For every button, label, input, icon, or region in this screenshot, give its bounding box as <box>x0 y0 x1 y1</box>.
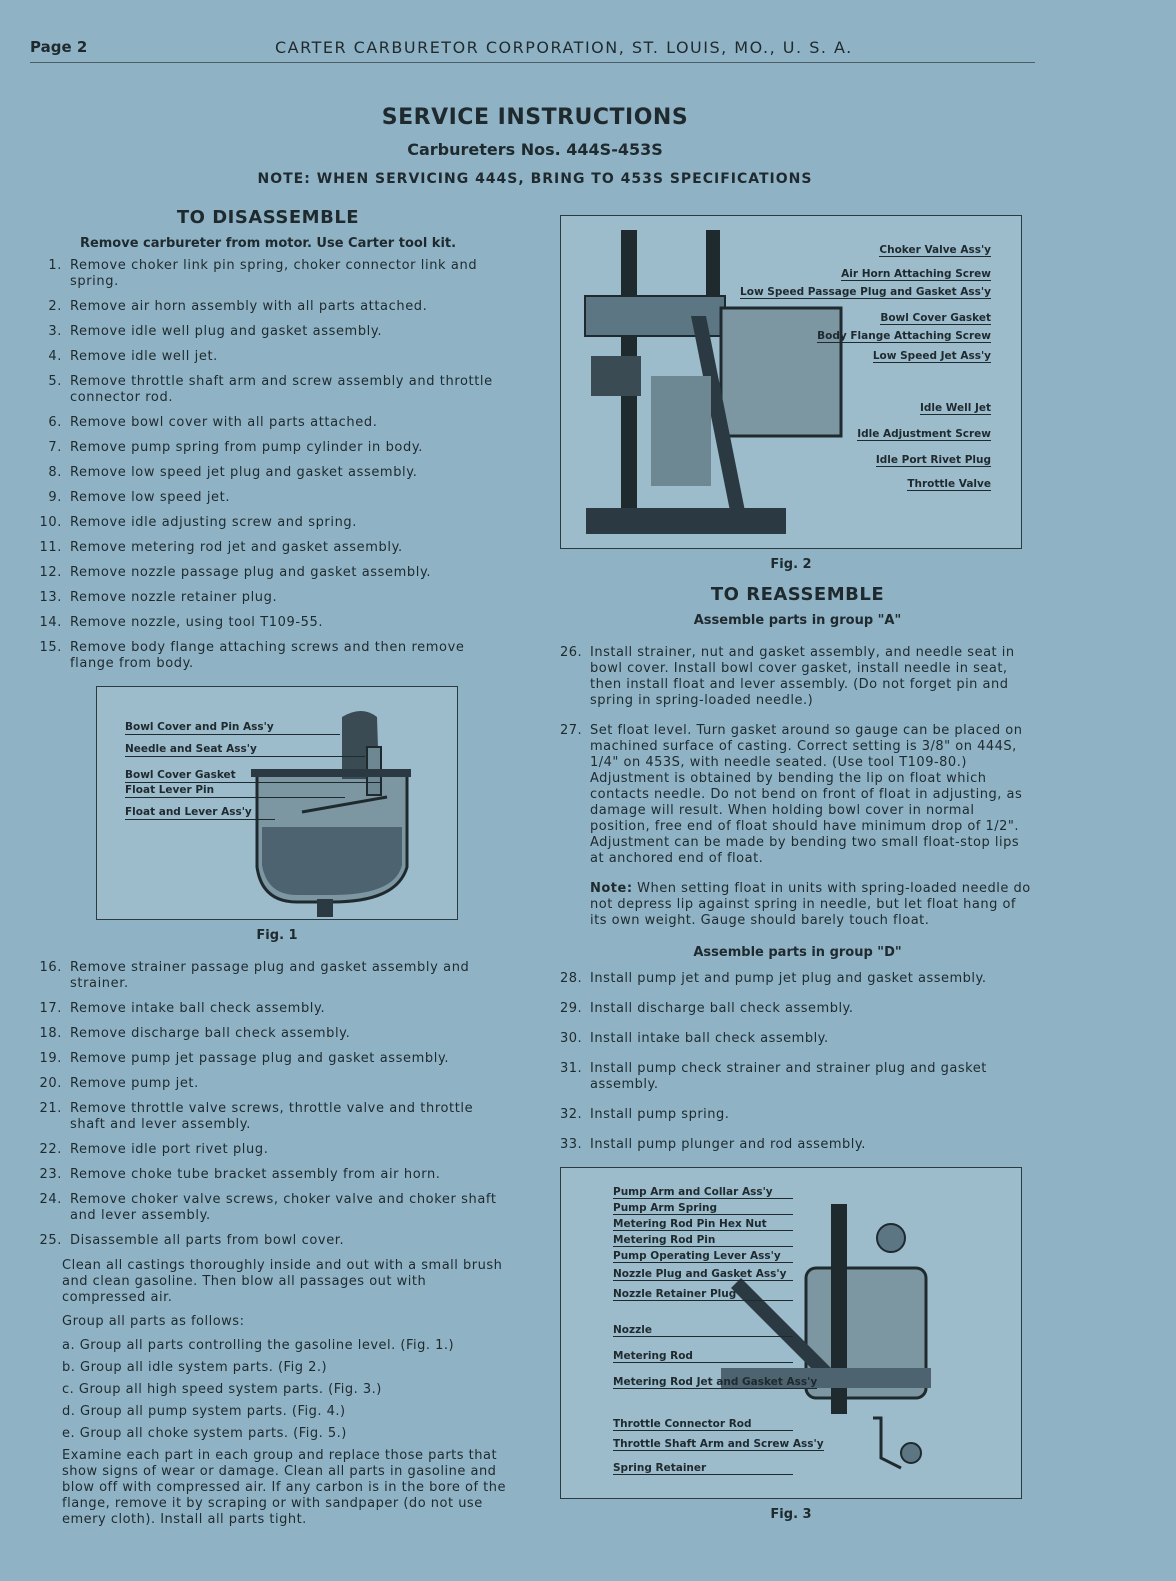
fig2-label: Idle Well Jet <box>919 402 991 414</box>
reassemble-heading: TO REASSEMBLE <box>710 584 885 605</box>
corporation-name: CARTER CARBURETOR CORPORATION, ST. LOUIS, MO., U. S. A. <box>275 38 853 57</box>
step-text: Remove choker valve screws, choker valve and choker shaft and lever assembly. <box>70 1192 497 1223</box>
step-number: 12. <box>39 565 62 580</box>
figure-2-drawing <box>561 216 1023 548</box>
step-text: Remove pump jet. <box>70 1076 199 1091</box>
step-text: Disassemble all parts from bowl cover. <box>70 1233 345 1248</box>
disassemble-steps-b <box>28 960 508 1249</box>
step-text: Remove body flange attaching screws and then remove flange from body. <box>70 640 465 671</box>
step-number: 2. <box>48 299 62 314</box>
group-item: c. Group all high speed system parts. (Fig. 3.) <box>62 1382 382 1397</box>
instruction-step <box>28 1233 508 1249</box>
instruction-step <box>28 640 508 672</box>
fig3-label: Throttle Connector Rod <box>613 1418 793 1431</box>
step-number: 8. <box>48 465 62 480</box>
step-number: 11. <box>39 540 62 555</box>
figure-3-caption: Fig. 3 <box>770 1507 812 1522</box>
instruction-step <box>28 590 508 606</box>
step-number: 21. <box>39 1101 62 1116</box>
left-column <box>28 207 508 1536</box>
step-text: Install pump check strainer and strainer plug and gasket assembly. <box>590 1061 987 1092</box>
step-number: 23. <box>39 1167 62 1182</box>
fig1-label: Float Lever Pin <box>125 784 345 798</box>
group-item: e. Group all choke system parts. (Fig. 5.) <box>62 1426 347 1441</box>
instruction-step <box>28 490 508 506</box>
fig3-label: Throttle Shaft Arm and Screw Ass'y <box>613 1438 824 1450</box>
instruction-step <box>560 645 1035 709</box>
fig3-label: Metering Rod <box>613 1350 793 1363</box>
step-text: Remove discharge ball check assembly. <box>70 1026 351 1041</box>
instruction-step <box>28 540 508 556</box>
group-intro: Group all parts as follows: <box>62 1314 245 1329</box>
step-number: 33. <box>560 1137 583 1152</box>
fig2-label: Bowl Cover Gasket <box>880 312 991 324</box>
step-text: Remove idle well plug and gasket assembly. <box>70 324 383 339</box>
step-number: 22. <box>39 1142 62 1157</box>
step-number: 4. <box>48 349 62 364</box>
step-number: 9. <box>48 490 62 505</box>
step-number: 19. <box>39 1051 62 1066</box>
group-list <box>28 1338 508 1442</box>
fig2-label: Throttle Valve <box>907 478 991 490</box>
instruction-step <box>28 465 508 481</box>
figure-3-frame <box>560 1167 1022 1499</box>
spec-note: NOTE: WHEN SERVICING 444S, BRING TO 453S SPECIFICATIONS <box>257 171 813 187</box>
step-number: 16. <box>39 960 62 975</box>
instruction-step <box>28 1076 508 1092</box>
instruction-step <box>28 1167 508 1183</box>
instruction-step <box>560 971 1035 987</box>
step-text: Remove strainer passage plug and gasket assembly and strainer. <box>70 960 470 991</box>
note-label: Note: <box>590 881 633 896</box>
group-item: d. Group all pump system parts. (Fig. 4.) <box>62 1404 346 1419</box>
instruction-step <box>28 615 508 631</box>
page-number: Page 2 <box>30 38 88 56</box>
right-column <box>560 215 1035 1523</box>
step-number: 6. <box>48 415 62 430</box>
step-text: Remove pump spring from pump cylinder in body. <box>70 440 423 455</box>
step-number: 28. <box>560 971 583 986</box>
fig2-label: Low Speed Jet Ass'y <box>872 350 991 362</box>
group-item: b. Group all idle system parts. (Fig 2.) <box>62 1360 328 1375</box>
instruction-step <box>28 1051 508 1067</box>
instruction-step <box>560 723 1035 867</box>
step-text: Remove bowl cover with all parts attached. <box>70 415 378 430</box>
reassemble-steps-a <box>560 645 1035 867</box>
step-number: 20. <box>39 1076 62 1091</box>
step-number: 7. <box>48 440 62 455</box>
step-text: Install pump plunger and rod assembly. <box>590 1137 866 1152</box>
instruction-step <box>28 515 508 531</box>
group-d-heading: Assemble parts in group "D" <box>693 945 902 960</box>
step-number: 10. <box>39 515 62 530</box>
step-number: 30. <box>560 1031 583 1046</box>
step-text: Install discharge ball check assembly. <box>590 1001 854 1016</box>
fig1-label: Needle and Seat Ass'y <box>125 743 365 757</box>
instruction-step <box>28 1026 508 1042</box>
instruction-step <box>28 960 508 992</box>
fig3-label: Metering Rod Pin Hex Nut <box>613 1218 793 1231</box>
instruction-step <box>28 299 508 315</box>
fig2-label: Idle Port Rivet Plug <box>875 454 991 466</box>
float-note <box>590 881 1035 929</box>
step-number: 25. <box>39 1233 62 1248</box>
fig1-label: Float and Lever Ass'y <box>125 806 275 820</box>
step-number: 27. <box>560 723 583 738</box>
step-text: Install pump spring. <box>590 1107 730 1122</box>
step-number: 1. <box>48 258 62 273</box>
step-number: 24. <box>39 1192 62 1207</box>
figure-2 <box>560 215 1022 573</box>
title-block <box>0 105 1070 187</box>
step-text: Remove throttle valve screws, throttle valve and throttle shaft and lever assembly. <box>70 1101 474 1132</box>
step-number: 32. <box>560 1107 583 1122</box>
fig2-label: Low Speed Passage Plug and Gasket Ass'y <box>740 286 991 298</box>
fig3-label: Metering Rod Pin <box>613 1234 793 1247</box>
figure-2-caption: Fig. 2 <box>770 557 812 572</box>
fig3-label: Nozzle Plug and Gasket Ass'y <box>613 1268 793 1281</box>
disassemble-intro: Remove carbureter from motor. Use Carter tool kit. <box>79 236 457 251</box>
step-text: Remove low speed jet. <box>70 490 231 505</box>
step-text: Remove choke tube bracket assembly from air horn. <box>70 1167 441 1182</box>
examine-paragraph: Examine each part in each group and replace those parts that show signs of wear or damage. Clean all parts in gasoline and blow off with compressed air. If any carbon is in the bore of the flange, remove it by scraping or with sandpaper (do not use emery cloth). Install all parts tight. <box>62 1448 506 1527</box>
fig3-label: Metering Rod Jet and Gasket Ass'y <box>613 1376 818 1388</box>
step-text: Remove choker link pin spring, choker connector link and spring. <box>70 258 478 289</box>
fig2-label: Choker Valve Ass'y <box>879 244 991 256</box>
instruction-step <box>28 1001 508 1017</box>
step-number: 29. <box>560 1001 583 1016</box>
group-a-heading: Assemble parts in group "A" <box>693 613 902 628</box>
instruction-step <box>560 1001 1035 1017</box>
instruction-step <box>28 415 508 431</box>
fig1-label: Bowl Cover and Pin Ass'y <box>125 721 340 735</box>
fig2-label: Idle Adjustment Screw <box>857 428 991 440</box>
step-number: 31. <box>560 1061 583 1076</box>
instruction-step <box>28 1192 508 1224</box>
fig3-label: Spring Retainer <box>613 1462 793 1475</box>
instruction-step <box>560 1031 1035 1047</box>
instruction-step <box>28 258 508 290</box>
instruction-step <box>28 349 508 365</box>
step-text: Remove idle adjusting screw and spring. <box>70 515 358 530</box>
note-text: When setting float in units with spring-loaded needle do not depress lip against spring in needle, but let float hang of its own weight. Gauge should barely touch float. <box>590 881 1031 928</box>
figure-1-caption: Fig. 1 <box>256 928 298 943</box>
step-text: Remove low speed jet plug and gasket assembly. <box>70 465 418 480</box>
instruction-step <box>560 1107 1035 1123</box>
disassemble-heading: TO DISASSEMBLE <box>176 207 360 228</box>
step-number: 14. <box>39 615 62 630</box>
fig3-label: Nozzle <box>613 1324 793 1337</box>
step-text: Remove idle well jet. <box>70 349 218 364</box>
figure-3 <box>560 1167 1022 1523</box>
figure-1 <box>96 686 458 944</box>
disassemble-steps-a <box>28 258 508 672</box>
page-header <box>30 38 1035 63</box>
fig2-label: Body Flange Attaching Screw <box>817 330 991 342</box>
step-text: Remove air horn assembly with all parts attached. <box>70 299 428 314</box>
step-text: Remove intake ball check assembly. <box>70 1001 326 1016</box>
step-text: Remove idle port rivet plug. <box>70 1142 269 1157</box>
group-item: a. Group all parts controlling the gasoline level. (Fig. 1.) <box>62 1338 455 1353</box>
step-text: Remove nozzle passage plug and gasket assembly. <box>70 565 432 580</box>
step-text: Remove pump jet passage plug and gasket assembly. <box>70 1051 450 1066</box>
instruction-step <box>28 324 508 340</box>
step-text: Install pump jet and pump jet plug and gasket assembly. <box>590 971 987 986</box>
step-text: Install strainer, nut and gasket assembly, and needle seat in bowl cover. Install bowl cover gasket, install needle in seat, then install float and lever assembly. (Do not forget pin and spring in spring-loaded needle.) <box>590 645 1015 708</box>
step-text: Remove nozzle retainer plug. <box>70 590 278 605</box>
instruction-step <box>560 1137 1035 1153</box>
step-number: 17. <box>39 1001 62 1016</box>
instruction-step <box>560 1061 1035 1093</box>
instruction-step <box>28 440 508 456</box>
step-text: Remove throttle shaft arm and screw assembly and throttle connector rod. <box>70 374 493 405</box>
fig3-label: Nozzle Retainer Plug <box>613 1288 793 1301</box>
step-number: 26. <box>560 645 583 660</box>
fig3-label: Pump Operating Lever Ass'y <box>613 1250 793 1263</box>
page-subtitle: Carbureters Nos. 444S-453S <box>407 140 663 159</box>
fig2-label: Air Horn Attaching Screw <box>841 268 991 280</box>
step-number: 3. <box>48 324 62 339</box>
fig3-label: Pump Arm Spring <box>613 1202 793 1215</box>
step-number: 5. <box>48 374 62 389</box>
instruction-step <box>28 374 508 406</box>
fig1-label: Bowl Cover Gasket <box>125 769 380 783</box>
step-text: Remove metering rod jet and gasket assembly. <box>70 540 403 555</box>
fig3-label: Pump Arm and Collar Ass'y <box>613 1186 793 1199</box>
step-text: Install intake ball check assembly. <box>590 1031 829 1046</box>
instruction-step <box>28 565 508 581</box>
step-number: 15. <box>39 640 62 655</box>
figure-1-frame <box>96 686 458 920</box>
step-text: Set float level. Turn gasket around so gauge can be placed on machined surface of casting. Correct setting is 3/8" on 444S, 1/4" on 453S, with needle seated. (Use tool T109-80.) Adjustment is obtained by bending the lip on float which contacts needle. Do not bend on front of float in adjusting, as damage will result. When holding bowl cover in normal position, free end of float should have minimum drop of 1/2". Adjustment can be made by bending two small float-stop lips at anchored end of float. <box>590 723 1023 866</box>
page-title: SERVICE INSTRUCTIONS <box>381 105 689 130</box>
step-text: Remove nozzle, using tool T109-55. <box>70 615 324 630</box>
step-number: 18. <box>39 1026 62 1041</box>
reassemble-steps-d <box>560 971 1035 1153</box>
step-number: 13. <box>39 590 62 605</box>
figure-2-frame <box>560 215 1022 549</box>
clean-paragraph: Clean all castings thoroughly inside and out with a small brush and clean gasoline. Then blow all passages out with compressed air. <box>62 1258 503 1305</box>
instruction-step <box>28 1142 508 1158</box>
instruction-step <box>28 1101 508 1133</box>
